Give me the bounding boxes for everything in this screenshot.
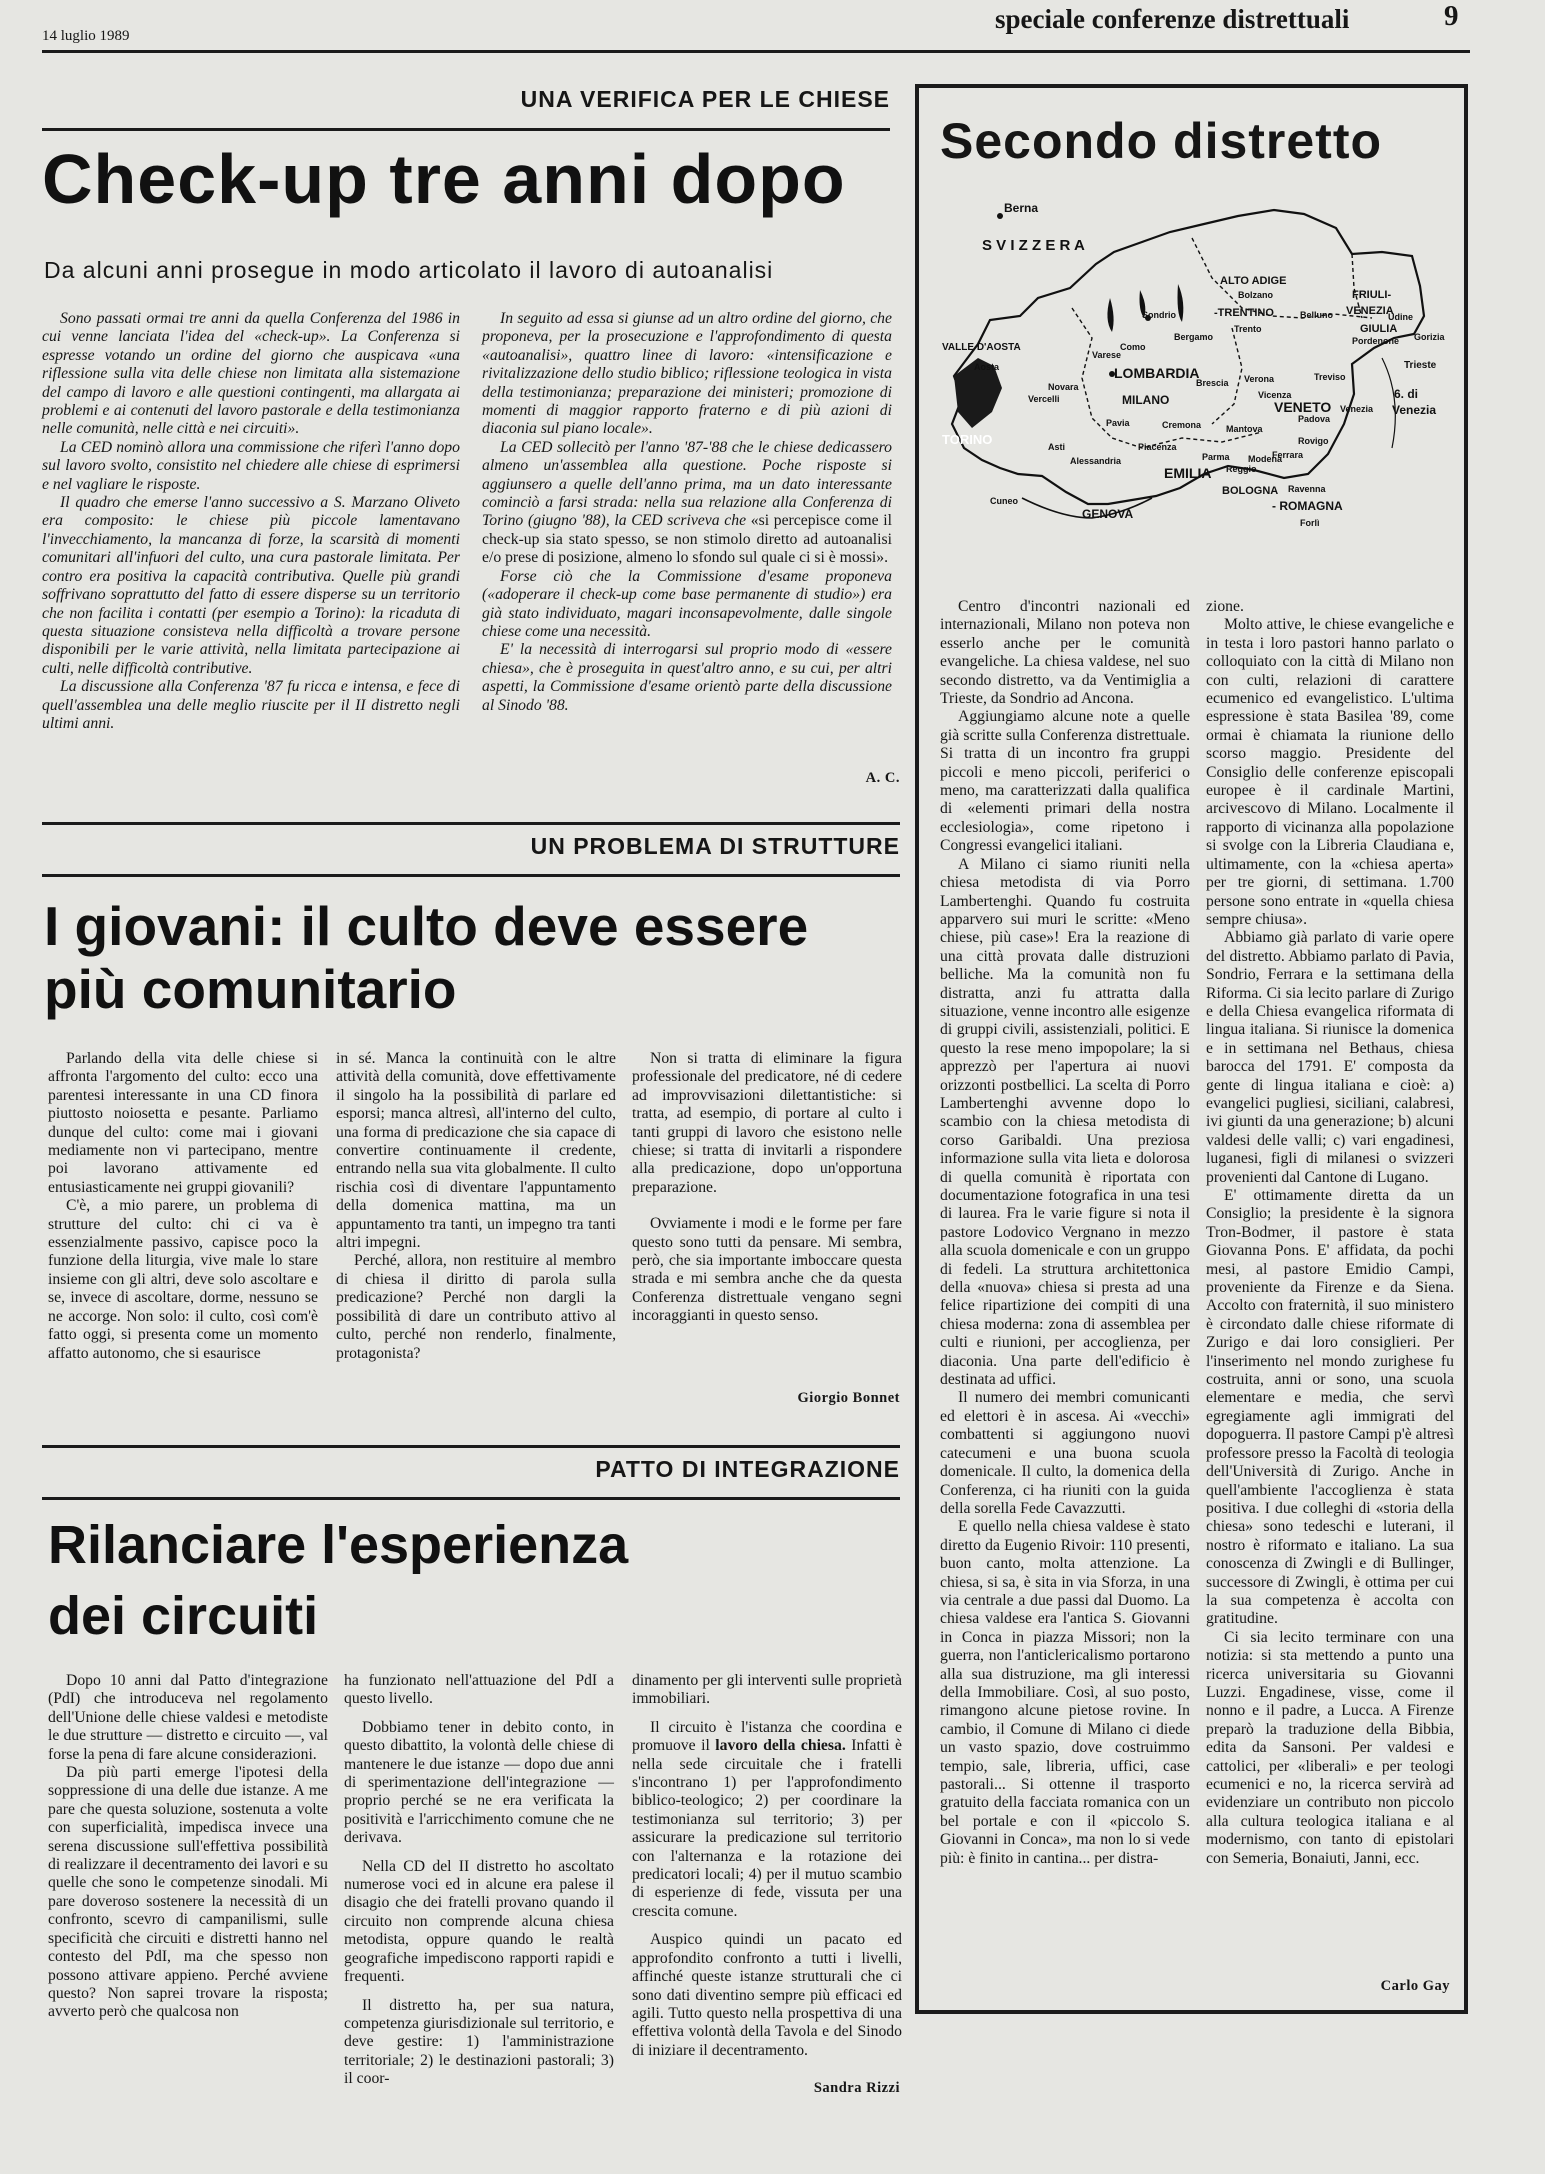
region-outline bbox=[952, 210, 1424, 504]
paragraph: in sé. Manca la continuità con le altre attività della comunità, dove effettivamente il singolo ha la possibilità di parlare ed esporsi; manca altresì, all'interno del culto, una forma di predicazione che sia capace di convertire continuamente il credente, entrando nella sua vita globalmente. Il culto rischia così di diventare l'appuntamento della domenica mattina, ma un appuntamento tra tanti, un impegno tra tanti altri impegni. bbox=[336, 1050, 616, 1252]
region-border bbox=[1212, 328, 1242, 424]
paragraph: Da più parti emerge l'ipotesi della soppressione di una delle due istanze. A me pare che questa soluzione, sostenuta a volte con superficialità, impedisca invece una serena discussione sull'effettiva possibilità di realizzare il decentramento dei lavori e su quelle che sono le competenze sinodali. Mi pare doveroso sostenere la necessità di un confronto, scevro di campanilismi, sulle specificità che circuiti e distretti hanno nel contesto del PdI, ma che spesso non possono attivare appieno. Perché avviene questo? Non saprei trovare la risposta; avverto però che qualcosa non bbox=[48, 1764, 328, 2021]
quote: «si percepisce come il check-up sia stato spesso, se non stimolo diretto ad autoanalisi e/o prese di posizione, almeno lo sfondo sul quale ci si è mossi». bbox=[482, 512, 893, 567]
paragraph: Molto attive, le chiese evangeliche e in testa i loro pastori hanno parlato o colloquiato con la città di Milano non con culti, relazioni di carattere ecumenico ed evangelistico. L'ultima espressione è stata Basilea '89, come ormai è chiamata la riunione dello scorso maggio. Presidente del Consiglio delle conferenze episcopali europee è il cardinale Martini, arcivescovo di Milano. Localmente il rapporto di vicinanza alla popolazione si svolge con la Libreria Claudiana e, ultimamente, con la «chiesa aperta» per tre giorni, di settimana. 1.700 persone sono entrate in «quella chiesa sempre chiusa». bbox=[1206, 616, 1454, 928]
map-label: S V I Z Z E R A bbox=[982, 237, 1085, 254]
map-label: Pavia bbox=[1106, 418, 1130, 428]
article3-column-3 bbox=[632, 1672, 902, 2060]
article1-column-2 bbox=[482, 310, 892, 715]
article2-top-rule bbox=[42, 822, 900, 825]
map-label: VENEZIA bbox=[1346, 305, 1394, 317]
map-label: Sondrio bbox=[1142, 310, 1176, 320]
article3-signature: Sandra Rizzi bbox=[813, 2080, 900, 2096]
paragraph: C'è, a mio parere, un problema di strutture del culto: chi ci va è essenzialmente passivo, capisce poco la funzione della liturgia, vive male lo stare insieme con gli altri, deve solo ascoltare e se, invece di ascoltare, dorme, nessuno se ne accorge. Non solo: il culto, così com'è fatto oggi, si presenta come un momento affatto autonomo, che si esaurisce bbox=[48, 1197, 318, 1362]
map-label: 6. di bbox=[1394, 387, 1419, 401]
map-label: Ferrara bbox=[1272, 450, 1304, 460]
paragraph: In seguito ad essa si giunse ad un altro ordine del giorno, che proponeva, per la prosecuzione e l'approfondimento di questa «autoanalisi», quattro linee di lavoro: «intensificazione e rivitalizzazione dello studio biblico; riflessione teologica in vista della testimonianza; preparazione dei ministeri; promozione di momenti di maggior rapporto fraterno e di più azioni di diaconia sul piano locale». bbox=[482, 310, 892, 438]
map-label: Brescia bbox=[1196, 378, 1229, 388]
article3-headline-line1: Rilanciare l'esperienza bbox=[48, 1515, 629, 1575]
map-label: Mantova bbox=[1226, 424, 1263, 434]
article2-headline-line1: I giovani: il culto deve essere bbox=[44, 895, 809, 957]
paragraph bbox=[632, 1719, 902, 1921]
map-label: FRIULI- bbox=[1352, 289, 1392, 301]
article3-kicker-rule bbox=[42, 1497, 900, 1500]
map-label: Trento bbox=[1234, 324, 1262, 334]
map-label: Varese bbox=[1092, 350, 1122, 360]
article2-column-2 bbox=[336, 1050, 616, 1363]
map-label: Gorizia bbox=[1414, 332, 1445, 342]
article1-deck: Da alcuni anni prosegue in modo articolato il lavoro di autoanalisi bbox=[44, 257, 774, 283]
paragraph: Il distretto ha, per sua natura, competenza giurisdizionale sul territorio, e deve gestire: 1) l'amministrazione territoriale; 2) le destinazioni pastorali; 3) il coor- bbox=[344, 1996, 614, 2088]
map-label: VENETO bbox=[1274, 399, 1332, 415]
article2-kicker: UN PROBLEMA DI STRUTTURE bbox=[530, 833, 900, 859]
page-number: 9 bbox=[1444, 0, 1459, 32]
paragraph: La CED nominò allora una commissione che riferì l'anno dopo sul lavoro svolto, consistito nel chiedere alle chiese di esprimersi e nel vagliare le risposte. bbox=[42, 438, 460, 493]
map-label: Pordenone bbox=[1352, 336, 1400, 346]
map-label: Piacenza bbox=[1138, 442, 1177, 452]
map-label: EMILIA bbox=[1164, 465, 1212, 481]
map-label: Novara bbox=[1048, 382, 1079, 392]
article3-headline-line2: dei circuiti bbox=[48, 1586, 319, 1646]
paragraph: E' ottimamente diretta da un Consiglio; la presidente è la signora Tron-Bodmer, il pastore è stata Giovanna Pons. E' affidata, da pochi mesi, al pastore Emidio Campi, proveniente da Firenze e da Siena. Accolto con fraternità, il suo ministero è circondato dalle chiese riformate di Zurigo e dai loro consiglieri. Per l'inserimento nel mondo zurighese fu costruita, anni or sono, una scuola elementare e media, che servì egregiamente agli immigrati del dopoguerra. Il pastore Campi p'è altresì professore presso la Facoltà di teologia dell'Università di Zurigo. Anche in quell'ambiente l'accoglienza è stata positiva. I due colleghi di «storia della chiesa» sono tedeschi e luterani, il nostro è riformato e italiano. La sua conoscenza di Zwingli e di Bullinger, successore di Zwingli, è ottima per cui la sua competenza è accolta con gratitudine. bbox=[1206, 1187, 1454, 1628]
map-label: LOMBARDIA bbox=[1114, 365, 1200, 381]
paragraph: La discussione alla Conferenza '87 fu ricca e intensa, e fece di quell'assemblea una delle meglio riuscite per il II distretto negli ultimi anni. bbox=[42, 678, 460, 732]
article1-kicker: UNA VERIFICA PER LE CHIESE bbox=[520, 86, 890, 112]
emphasis: lavoro della chiesa. bbox=[715, 1737, 846, 1755]
header-rule bbox=[42, 50, 1470, 53]
city-dot bbox=[997, 213, 1003, 219]
paragraph: E' la necessità di interrogarsi sul proprio modo di «essere chiesa», che è proseguita in quest'altro anno, e su cui, per altri aspetti, la Commissione d'esame orientò parte della discussione al Sinodo '88. bbox=[482, 641, 892, 714]
map-label: Ravenna bbox=[1288, 484, 1326, 494]
map-label: Udine bbox=[1388, 312, 1414, 322]
district-map bbox=[942, 198, 1447, 570]
box-signature: Carlo Gay bbox=[1380, 1978, 1450, 1994]
map-label: Belluno bbox=[1300, 310, 1333, 320]
map-label: Reggio bbox=[1226, 464, 1257, 474]
paragraph: Auspico quindi un pacato ed approfondito confronto a tutti i livelli, affinché queste istanze strutturali che ci sono dati diventino sempre più efficaci ed agili. Tutto questo nella prospettiva di una effettiva volontà della Tavola e del Sinodo di iniziare il decentramento. bbox=[632, 1931, 902, 2059]
map-label: VALLE D'AOSTA bbox=[942, 342, 1021, 353]
paragraph: Perché, allora, non restituire al membro di chiesa il diritto di parola sulla predicazione? Perché non dargli la possibilità di dare un contributo attivo al culto, perché non renderlo, finalmente, protagonista? bbox=[336, 1252, 616, 1362]
paragraph: dinamento per gli interventi sulle proprietà immobiliari. bbox=[632, 1672, 902, 1708]
map-label: ALTO ADIGE bbox=[1220, 275, 1287, 287]
map-label: Cremona bbox=[1162, 420, 1202, 430]
article3-column-1 bbox=[48, 1672, 328, 2022]
article3-column-2 bbox=[344, 1672, 614, 2089]
lake-shape bbox=[1107, 298, 1113, 332]
paragraph: Ovviamente i modi e le forme per fare questo sono tutti da pensare. Mi sembra, però, che sia importante imboccare questa strada e mi sembra anche che da questa Conferenza distrettuale vengano segni incoraggianti in questo senso. bbox=[632, 1215, 902, 1325]
paragraph: Forse ciò che la Commissione d'esame proponeva («adoperare il check-up come base permanente di studio») era già stato individuato, magari inconsapevolmente, dalle singole chiese come una necessità. bbox=[482, 567, 892, 640]
article3-top-rule bbox=[42, 1445, 900, 1448]
map-label: Bergamo bbox=[1174, 332, 1214, 342]
map-label: Treviso bbox=[1314, 372, 1346, 382]
paragraph: Nella CD del II distretto ho ascoltato numerose voci ed in alcune era palese il disagio che dei fratelli provano quando il circuito non comprende alcuna chiesa metodista, oppure quando le realtà geografiche impediscono rapporti rapidi e frequenti. bbox=[344, 1857, 614, 1986]
map-label: -TRENTINO bbox=[1214, 307, 1274, 319]
paragraph: Il numero dei membri comunicanti ed elettori è in ascesa. Ai «vecchi» combattenti si aggiungono nuovi catecumeni e una buona scuola domenicale. Il culto, la domenica della Conferenza, ci ha riuniti con la guida della sorella Fede Cavazzutti. bbox=[940, 1389, 1190, 1517]
paragraph: E quello nella chiesa valdese è stato diretto da Eugenio Rivoir: 110 presenti, buon canto, molta attenzione. La chiesa, si sa, è sita in via Sforza, in una via centrale a due passi dal Duomo. La chiesa valdese era l'antica S. Giovanni in Conca in piazza Missori; non la guerra, non l'anticlericalismo portarono alla sua distruzione, ma gli interessi della Immobiliare. Così, al suo posto, rimangono alcune pietose rovine. In cambio, il Comune di Milano ci diede un vasto spazio, dove costruimmo tempio, sale, libreria, uffici, case pastorali... Si ottenne il trasporto gratuito della facciata romanica con un bel portale e con il «piccolo S. Giovanni in Conca», ma non lo si vede più: è finito in cantina... per distra- bbox=[940, 1518, 1190, 1867]
map-label: Bolzano bbox=[1238, 290, 1273, 300]
lake-shape bbox=[1178, 284, 1184, 322]
paragraph: Dobbiamo tener in debito conto, in questo dibattito, la volontà delle chiese di mantenere le due istanze — dopo due anni di sperimentazione dell'integrazione — proprio perché se ne era verificata la positività e l'arricchimento comune che ne derivava. bbox=[344, 1718, 614, 1847]
paragraph: Dopo 10 anni dal Patto d'integrazione (PdI) che introduceva nel regolamento dell'Unione delle chiese valdesi e metodiste le due strutture — distretto e circuito —, val forse la pena di fare alcune considerazioni. bbox=[48, 1672, 328, 1763]
paragraph: Centro d'incontri nazionali ed internazionali, Milano non poteva non esserlo anche per le comunità evangeliche. La chiesa valdese, nel suo secondo distretto, va da Ventimiglia a Trieste, da Sondrio ad Ancona. bbox=[940, 598, 1190, 708]
paragraph: Il quadro che emerse l'anno successivo a S. Marzano Oliveto era composito: le chiese più piccole lamentavano l'invecchiamento, la mancanza di forze, la scarsità di momenti comunitari all'infuori del culto, una cura pastorale limitata. Per contro era positiva la capacità contributiva. Quelle più grandi soffrivano soprattutto del fatto di essere disperse su un territorio che non facilita i contatti (per esempio a Torino): la ricaduta di questa situazione consisteva nella difficoltà a trovare persone disponibili per le varie attività, nella limitata partecipazione ai culti, nelle difficoltà contributive. bbox=[42, 494, 460, 677]
paragraph: zione. bbox=[1206, 598, 1244, 615]
map-label: Vicenza bbox=[1258, 390, 1292, 400]
map-label: Forlì bbox=[1300, 518, 1320, 528]
paragraph: A Milano ci siamo riuniti nella chiesa metodista di via Porro Lambertenghi. Quando fu costruita apparvero sui muri le scritte: «Meno chiese, più case»! Era la reazione di una città provata dalle distruzioni belliche. Ma la comunità non fu distratta, anzi fu attratta dalla situazione, venne incontro alle esigenze di gruppi civili, assistenziali, politici. E questo la rese meno impopolare; la si apprezzò per l'apertura ai nuovi orizzonti postbellici. La scelta di Porro Lambertenghi avvenne dopo lo scambio con la chiesa metodista di corso Garibaldi. Una preziosa informazione sulla vita lieta e dolorosa di quella comunità è riportata con documentazione fotografica in una tesi di laurea. Fra le varie figure si nota il pastore Lodovico Vergnano in mezzo alla scuola domenicale e con un gruppo di fedeli. La struttura architettonica della «nuova» chiesa si presta ad una felice ripartizione dei compiti di una chiesa moderna: zona di assemblea per culti e riunioni, per accoglienza, per diaconia. Una parte dell'edificio è destinata ad uffici. bbox=[940, 855, 1190, 1389]
map-label: Alessandria bbox=[1070, 456, 1122, 466]
issue-date: 14 luglio 1989 bbox=[42, 28, 130, 44]
article2-signature: Giorgio Bonnet bbox=[797, 1390, 900, 1406]
map-label: BOLOGNA bbox=[1222, 485, 1279, 497]
article1-headline: Check-up tre anni dopo bbox=[42, 140, 846, 218]
paragraph: Abbiamo già parlato di varie opere del distretto. Abbiamo parlato di Pavia, Sondrio, Ferrara e la settimana della Riforma. Ci sia lecito parlare di Zurigo e della Chiesa evangelica riformata di lingua italiana. Si riunisce la domenica e in settimana nel Bethaus, chiesa barocca del 1791. E' composta da gente di lingua italiana e cioè: a) evangelici pugliesi, siciliani, calabresi, ivi giunti da una generazione; b) alcuni valdesi delle valli; c) vari engadinesi, luganesi, figli di milanesi o svizzeri provenienti dal Cantone di Lugano. bbox=[1206, 929, 1454, 1186]
district-box-title: Secondo distretto bbox=[940, 113, 1383, 169]
paragraph-text: Il circuito è l'istanza che coordina e promuove il bbox=[632, 1718, 902, 1755]
paragraph: Sono passati ormai tre anni da quella Conferenza del 1986 in cui venne lanciata l'idea del «check-up». La Conferenza si espresse votando un ordine del giorno che auspicava «una riflessione sulla vita delle chiese non limitata alla sistemazione del campo di lavoro e alle questioni contingenti, ma allargata ai problemi e ai contenuti del lavoro pastorale e della testimonianza nelle comunità, nelle città e nei circuiti». bbox=[42, 310, 460, 438]
map-label: Venezia bbox=[1392, 403, 1437, 417]
box-column-1 bbox=[940, 598, 1190, 1868]
map-label: Asti bbox=[1048, 442, 1066, 452]
map-label: Berna bbox=[1004, 201, 1039, 215]
paragraph-text: Infatti è nella sede circuitale che i fratelli s'incontrano 1) per l'approfondimento biblico-teologico; 2) per coordinare la testimonianza sul territorio; 3) per assicurare la predicazione sul territorio con l'alternanza e la rotazione dei predicatori locali; 4) per il mutuo scambio di esperienze di fede, vissuta per una crescita comune. bbox=[632, 1737, 903, 1920]
map-label: Trieste bbox=[1404, 360, 1437, 371]
map-label: Como bbox=[1120, 342, 1146, 352]
article2-kicker-rule bbox=[42, 874, 900, 877]
map-label: TORINO bbox=[942, 432, 993, 447]
map-label: Vercelli bbox=[1028, 394, 1060, 404]
map-label: MILANO bbox=[1122, 393, 1170, 407]
map-label: Cuneo bbox=[990, 496, 1018, 506]
map-label: GIULIA bbox=[1360, 323, 1398, 335]
article2-headline-line2: più comunitario bbox=[44, 958, 457, 1020]
paragraph: Parlando della vita delle chiese si affronta l'argomento del culto: ecco una parentesi interessante in una CD finora piuttosto noiosetta e pesante. Parliamo dunque del culto: come mai i giovani mediamente non vi partecipano, mentre poi lavorano attivamente ed entusiasticamente nei gruppi giovanili? bbox=[48, 1050, 318, 1196]
box-column-2 bbox=[1206, 598, 1454, 1868]
article3-kicker: PATTO DI INTEGRAZIONE bbox=[595, 1456, 900, 1482]
article1-column-1 bbox=[42, 310, 460, 733]
paragraph: Aggiungiamo alcune note a quelle già scritte sulla Conferenza distrettuale. Si tratta di un incontro fra gruppi piccoli e meno piccoli, periferici o meno, ma caratterizzati dalla qualifica di «elementi primari della nostra ecclesiologia», come ripetono i Congressi evangelici italiani. bbox=[940, 708, 1190, 855]
article1-kicker-rule bbox=[42, 128, 890, 131]
article2-column-1 bbox=[48, 1050, 318, 1363]
map-label: Parma bbox=[1202, 452, 1230, 462]
map-label: Verona bbox=[1244, 374, 1275, 384]
map-label: Modena bbox=[1248, 454, 1283, 464]
paragraph: ha funzionato nell'attuazione del PdI a questo livello. bbox=[344, 1672, 614, 1708]
map-label: Padova bbox=[1298, 414, 1331, 424]
paragraph: Ci sia lecito terminare con una notizia: si sta mettendo a punto una ricerca universitaria su Giovanni Luzzi. Engadinese, visse, come il nonno e il padre, a Lucca. A Firenze preparò la traduzione della Bibbia, edita da Sansoni. Per valdesi e cattolici, per «liberali» e per teologi ecumenici e no, la ricerca servirà ad evidenziare un contributo non piccolo alla cultura teologica italiana e al modernismo, con tanto di epistolari con Semeria, Bonaiuti, Janni, ecc. bbox=[1206, 1628, 1454, 1867]
map-label: Venezia bbox=[1340, 404, 1374, 414]
paragraph: Non si tratta di eliminare la figura professionale del predicatore, né di cedere ad improvvisazioni dilettantistiche: si tratta, ad esempio, di portare al culto i tanti gruppi di lavoro che esistono nelle chiese; si tratta di invitarli a rispondere alla predicazione, dopo un'opportuna preparazione. bbox=[632, 1050, 902, 1196]
article2-column-3 bbox=[632, 1050, 902, 1326]
article1-signature: A. C. bbox=[865, 770, 900, 786]
paragraph-text: La CED sollecitò per l'anno '87-'88 che le chiese dedicassero almeno un'assemblea alla questione. Poche risposte si aggiunsero a quelle dell'anno prima, ma un dato interessante cominciò a farsi strada: nella sua relazione alla Conferenza di Torino (giugno '88), la CED scriveva che bbox=[482, 438, 892, 530]
section-title: speciale conferenze distrettuali bbox=[995, 4, 1350, 34]
paragraph bbox=[482, 439, 892, 568]
map-label: Rovigo bbox=[1298, 436, 1329, 446]
map-label: Aosta bbox=[974, 362, 1000, 372]
map-label: GENOVA bbox=[1082, 507, 1134, 521]
map-label: - ROMAGNA bbox=[1272, 499, 1343, 513]
